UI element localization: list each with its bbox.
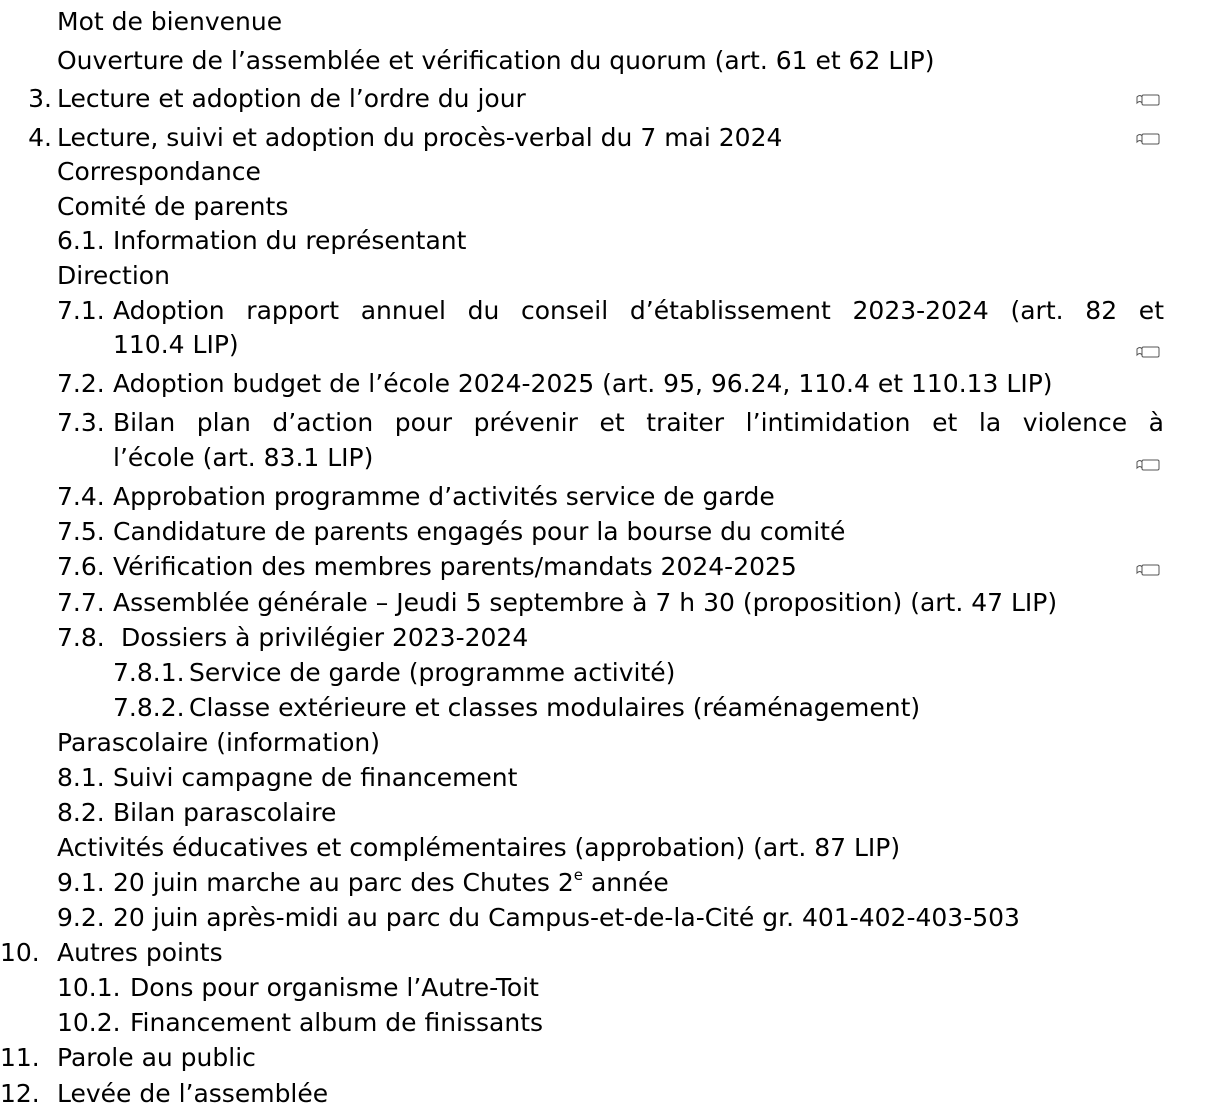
item-text: Service de garde (programme activité)	[189, 658, 676, 687]
item-text: Candidature de parents engagés pour la bourse du comité	[113, 517, 846, 546]
item-number: 8.2.	[57, 798, 105, 827]
item-text: Levée de l’assemblée	[57, 1079, 329, 1108]
item-number: 10.2.	[57, 1008, 121, 1037]
item-number: 6.1.	[57, 226, 105, 255]
item-text: Correspondance	[57, 157, 261, 186]
item-number: 11.	[0, 1043, 40, 1072]
item-number: 7.6.	[57, 552, 105, 581]
item-text: Dons pour organisme l’Autre-Toit	[130, 973, 539, 1002]
item-text: Information du représentant	[113, 226, 467, 255]
item-number: 9.1.	[57, 868, 105, 897]
agenda-subitem-7-1	[0, 293, 1207, 329]
item-text: Approbation programme d’activités service de garde	[113, 482, 775, 511]
item-number: 7.3.	[57, 408, 105, 437]
agenda-subitem-7-6	[0, 549, 1207, 585]
item-text	[113, 865, 669, 901]
item-number: 10.	[0, 938, 40, 967]
item-number: 7.2.	[57, 369, 105, 398]
item-number: 7.7.	[57, 588, 105, 617]
document-icon[interactable]	[1136, 93, 1160, 107]
document-icon[interactable]	[1136, 458, 1160, 472]
item-number: 8.1.	[57, 763, 105, 792]
item-text: Direction	[57, 261, 170, 290]
item-text: Autres points	[57, 938, 223, 967]
item-text: Parole au public	[57, 1043, 256, 1072]
item-text: Parascolaire (information)	[57, 728, 380, 757]
agenda-subitem-7-1-continued	[0, 327, 1207, 363]
item-text: Adoption rapport annuel du conseil d’établissement 2023-2024 (art. 82 et	[113, 296, 1164, 325]
item-text: Bilan plan d’action pour prévenir et traiter l’intimidation et la violence à	[113, 408, 1164, 437]
item-text: Lecture, suivi et adoption du procès-verbal du 7 mai 2024	[57, 123, 783, 152]
item-text: Lecture et adoption de l’ordre du jour	[57, 84, 526, 113]
item-number: 7.8.	[57, 623, 105, 652]
item-number: 7.5.	[57, 517, 105, 546]
item-number: 7.8.2.	[113, 693, 185, 722]
item-text: Financement album de finissants	[130, 1008, 544, 1037]
document-icon[interactable]	[1136, 345, 1160, 359]
item-text: 20 juin après-midi au parc du Campus-et-de-la-Cité gr. 401-402-403-503	[113, 903, 1020, 932]
item-text-part: 20 juin marche au parc des Chutes 2	[113, 868, 574, 897]
item-text: l’école (art. 83.1 LIP)	[113, 443, 374, 472]
item-text: Mot de bienvenue	[57, 7, 283, 36]
agenda-item-3	[0, 81, 1207, 117]
item-number: 7.4.	[57, 482, 105, 511]
document-icon[interactable]	[1136, 132, 1160, 146]
item-text: Ouverture de l’assemblée et vérification du quorum (art. 61 et 62 LIP)	[57, 46, 935, 75]
item-number: 9.2.	[57, 903, 105, 932]
ordinal-superscript: e	[573, 865, 583, 884]
item-text: Bilan parascolaire	[113, 798, 337, 827]
item-number: 4.	[28, 123, 52, 152]
item-text: Adoption budget de l’école 2024-2025 (art. 95, 96.24, 110.4 et 110.13 LIP)	[113, 369, 1053, 398]
agenda-subitem-7-3-continued	[0, 440, 1207, 476]
item-text: Activités éducatives et complémentaires (approbation) (art. 87 LIP)	[57, 833, 901, 862]
item-number: 7.1.	[57, 296, 105, 325]
item-text: Classe extérieure et classes modulaires (réaménagement)	[189, 693, 921, 722]
item-text: Suivi campagne de financement	[113, 763, 518, 792]
item-text: Dossiers à privilégier 2023-2024	[113, 623, 529, 652]
item-text: Vérification des membres parents/mandats 2024-2025	[113, 552, 797, 581]
item-number: 3.	[28, 84, 52, 113]
item-number: 12.	[0, 1079, 40, 1108]
agenda-item-4	[0, 120, 1207, 156]
item-text: 110.4 LIP)	[113, 330, 239, 359]
item-text: Assemblée générale – Jeudi 5 septembre à 7 h 30 (proposition) (art. 47 LIP)	[113, 588, 1058, 617]
item-text: Comité de parents	[57, 192, 289, 221]
item-text-part: année	[583, 868, 669, 897]
document-icon[interactable]	[1136, 563, 1160, 577]
item-number: 10.1.	[57, 973, 121, 1002]
item-number: 7.8.1.	[113, 658, 185, 687]
agenda-subitem-7-3	[0, 405, 1207, 441]
